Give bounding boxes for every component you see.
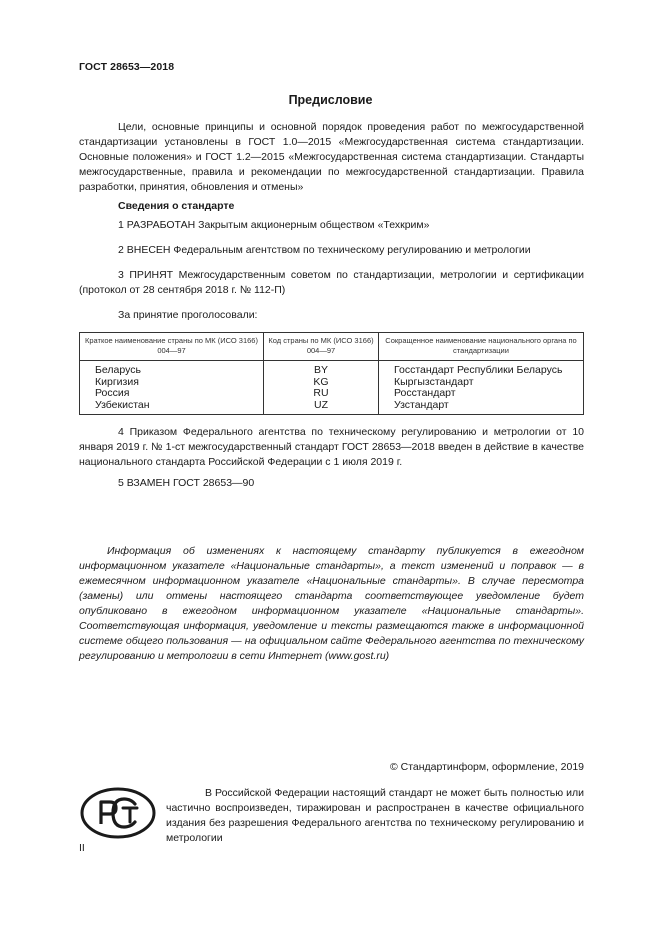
reproduction-notice: В Российской Федерации настоящий стандарт не может быть полностью или частично воспроизведен, тиражирован и распространен в качестве официального издания без разрешения Федерального агентства по техническому регулированию и метрологии bbox=[166, 787, 584, 844]
column-header: Краткое наименование страны по МК (ИСО 3166) 004—97 bbox=[80, 333, 264, 361]
country-name: Киргизия bbox=[80, 377, 264, 389]
item-enacted: 4 Приказом Федерального агентства по техническому регулированию и метрологии от 10 января 2019 г. № 1-ст межгосударственный стандарт ГОСТ 28653—2018 введен в действие в качестве национального стандарта Российской Федерации с 1 июля 2019 г. bbox=[79, 426, 584, 468]
item-replaces: 5 ВЗАМЕН ГОСТ 28653—90 bbox=[118, 477, 255, 489]
table-row bbox=[80, 400, 584, 415]
voted-label: За принятие проголосовали: bbox=[118, 309, 258, 321]
standards-body: Узстандарт bbox=[379, 400, 584, 415]
copyright-line: © Стандартинформ, оформление, 2019 bbox=[389, 761, 584, 773]
item-developed: 1 РАЗРАБОТАН Закрытым акционерным обществом «Техкрим» bbox=[118, 219, 430, 231]
standards-body: Росстандарт bbox=[379, 388, 584, 400]
document-code: ГОСТ 28653—2018 bbox=[79, 61, 175, 73]
table-row bbox=[80, 361, 584, 377]
page-title: Предисловие bbox=[288, 93, 373, 107]
item-adopted: 3 ПРИНЯТ Межгосударственным советом по стандартизации, метрологии и сертификации (протокол от 28 сентября 2018 г. № 112-П) bbox=[79, 269, 584, 296]
gost-r-certification-mark-icon bbox=[79, 786, 157, 840]
table-row bbox=[80, 377, 584, 389]
table-row bbox=[80, 388, 584, 400]
country-code: BY bbox=[264, 361, 379, 377]
vote-table bbox=[79, 332, 584, 415]
country-name: Россия bbox=[80, 388, 264, 400]
standards-body: Кыргызстандарт bbox=[379, 377, 584, 389]
table-header-row bbox=[80, 333, 584, 361]
country-name: Узбекистан bbox=[80, 400, 264, 415]
item-introduced: 2 ВНЕСЕН Федеральным агентством по техническому регулированию и метрологии bbox=[118, 244, 531, 256]
country-code: KG bbox=[264, 377, 379, 389]
column-header: Сокращенное наименование национального органа по стандартизации bbox=[379, 333, 584, 361]
intro-paragraph: Цели, основные принципы и основной порядок проведения работ по межгосударственной стандартизации установлены в ГОСТ 1.0—2015 «Межгосударственная система стандартизации. Основные положения» и ГОСТ 1.2—2015 «Межгосударственная система стандартизации. Стандарты межгосударственные, правила и рекомендации по межгосударственной стандартизации. Правила разработки, принятия, обновления и отмены» bbox=[79, 121, 584, 193]
section-heading: Сведения о стандарте bbox=[118, 200, 235, 212]
country-name: Беларусь bbox=[80, 361, 264, 377]
page-number: II bbox=[79, 842, 85, 854]
column-header: Код страны по МК (ИСО 3166) 004—97 bbox=[264, 333, 379, 361]
info-note: Информация об изменениях к настоящему стандарту публикуется в ежегодном информационном указателе «Национальные стандарты», а текст изменений и поправок — в ежемесячном информационном указателе «Национальные стандарты». В случае пересмотра (замены) или отмены настоящего стандарта соответствующее уведомление будет опубликовано в ежегодном информационном указателе «Национальные стандарты». Соответствующая информация, уведомление и тексты размещаются также в информационной системе общего пользования — на официальном сайте Федерального агентства по техническому регулированию и метрологии в сети Интернет (www.gost.ru) bbox=[79, 545, 584, 662]
standards-body: Госстандарт Республики Беларусь bbox=[379, 361, 584, 377]
country-code: RU bbox=[264, 388, 379, 400]
country-code: UZ bbox=[264, 400, 379, 415]
